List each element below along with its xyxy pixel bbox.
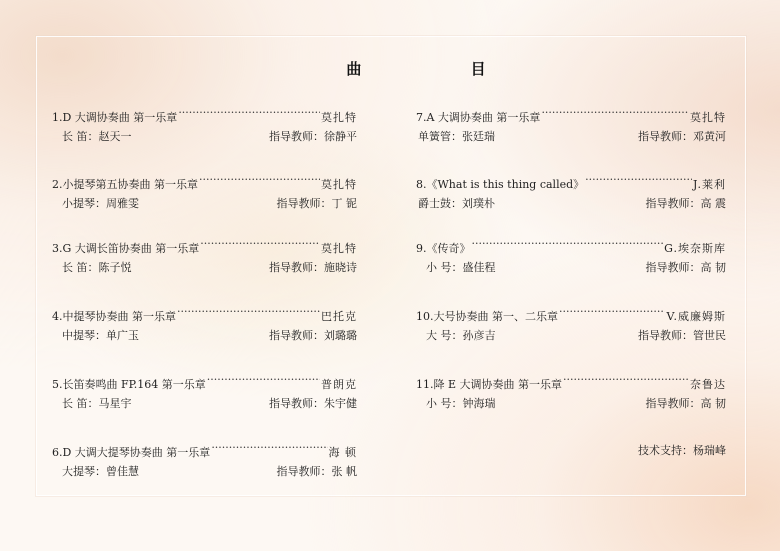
program-entry (416, 107, 726, 147)
dot-leader (177, 306, 320, 320)
dot-leader (207, 374, 320, 388)
performer: 中提琴：单广玉 (62, 329, 139, 342)
dot-leader (563, 374, 689, 388)
dot-leader (585, 174, 692, 188)
tech-support: 技术支持：杨瑞峰 (638, 444, 726, 457)
performer: 爵士鼓：刘璞朴 (418, 197, 495, 210)
dot-leader (178, 107, 320, 121)
composer: 奈鲁达 (690, 378, 726, 391)
program-entry (52, 107, 357, 147)
dot-leader (211, 442, 327, 456)
program-entry (416, 174, 726, 214)
performer: 长 笛：陈子悦 (62, 261, 132, 274)
program-entry (52, 174, 357, 214)
program-entry (52, 238, 357, 278)
program-entry (416, 306, 726, 346)
dot-leader (472, 238, 664, 252)
composer: 普朗克 (321, 378, 357, 391)
performer: 小 号：盛佳程 (426, 261, 496, 274)
piece-title: 6.D 大调大提琴协奏曲 第一乐章 (52, 446, 211, 459)
program-entry (52, 306, 357, 346)
composer: 莫扎特 (321, 178, 357, 191)
composer: 巴托克 (321, 310, 357, 323)
composer: J.莱利 (692, 178, 726, 191)
teacher: 指导教师：邓黄河 (638, 130, 726, 143)
performer: 长 笛：马星宇 (62, 397, 132, 410)
program-title: 曲 目 (346, 60, 538, 78)
teacher: 指导教师：张 帆 (276, 465, 357, 478)
piece-title: 11.降 E 大调协奏曲 第一乐章 (416, 378, 563, 391)
piece-title: 8.《What is this thing called》 (416, 178, 585, 191)
teacher: 指导教师：高 震 (645, 197, 726, 210)
dot-leader (200, 238, 320, 252)
program-entry (52, 374, 357, 414)
piece-title: 2.小提琴第五协奏曲 第一乐章 (52, 178, 198, 191)
program-entry (52, 442, 357, 482)
teacher: 指导教师：刘璐璐 (269, 329, 357, 342)
piece-title: 4.中提琴协奏曲 第一乐章 (52, 310, 176, 323)
piece-title: 3.G 大调长笛协奏曲 第一乐章 (52, 242, 200, 255)
composer: 海 顿 (328, 446, 357, 459)
teacher: 指导教师：朱宇健 (269, 397, 357, 410)
teacher: 指导教师：管世民 (638, 329, 726, 342)
performer: 大 号：孙彦吉 (426, 329, 496, 342)
performer: 长 笛：赵天一 (62, 130, 132, 143)
program-entry (416, 238, 726, 278)
teacher: 指导教师：徐静平 (269, 130, 357, 143)
performer: 单簧管：张廷瑞 (418, 130, 495, 143)
performer: 小提琴：周雅雯 (62, 197, 139, 210)
composer: G.埃奈斯库 (664, 242, 726, 255)
dot-leader (199, 174, 320, 188)
teacher: 指导教师：丁 铌 (276, 197, 357, 210)
performer: 大提琴：曾佳慧 (62, 465, 139, 478)
piece-title: 9.《传奇》 (416, 242, 471, 255)
dot-leader (541, 107, 689, 121)
teacher: 指导教师：高 韧 (645, 397, 726, 410)
teacher: 指导教师：高 韧 (645, 261, 726, 274)
piece-title: 5.长笛奏鸣曲 FP.164 第一乐章 (52, 378, 206, 391)
teacher: 指导教师：施晓诗 (269, 261, 357, 274)
composer: 莫扎特 (321, 242, 357, 255)
piece-title: 7.A 大调协奏曲 第一乐章 (416, 111, 541, 124)
piece-title: 1.D 大调协奏曲 第一乐章 (52, 111, 178, 124)
composer: V.威廉姆斯 (666, 310, 726, 323)
performer: 小 号：钟海瑞 (426, 397, 496, 410)
program-entry (416, 374, 726, 414)
composer: 莫扎特 (321, 111, 357, 124)
composer: 莫扎特 (690, 111, 726, 124)
dot-leader (559, 306, 665, 320)
piece-title: 10.大号协奏曲 第一、二乐章 (416, 310, 558, 323)
